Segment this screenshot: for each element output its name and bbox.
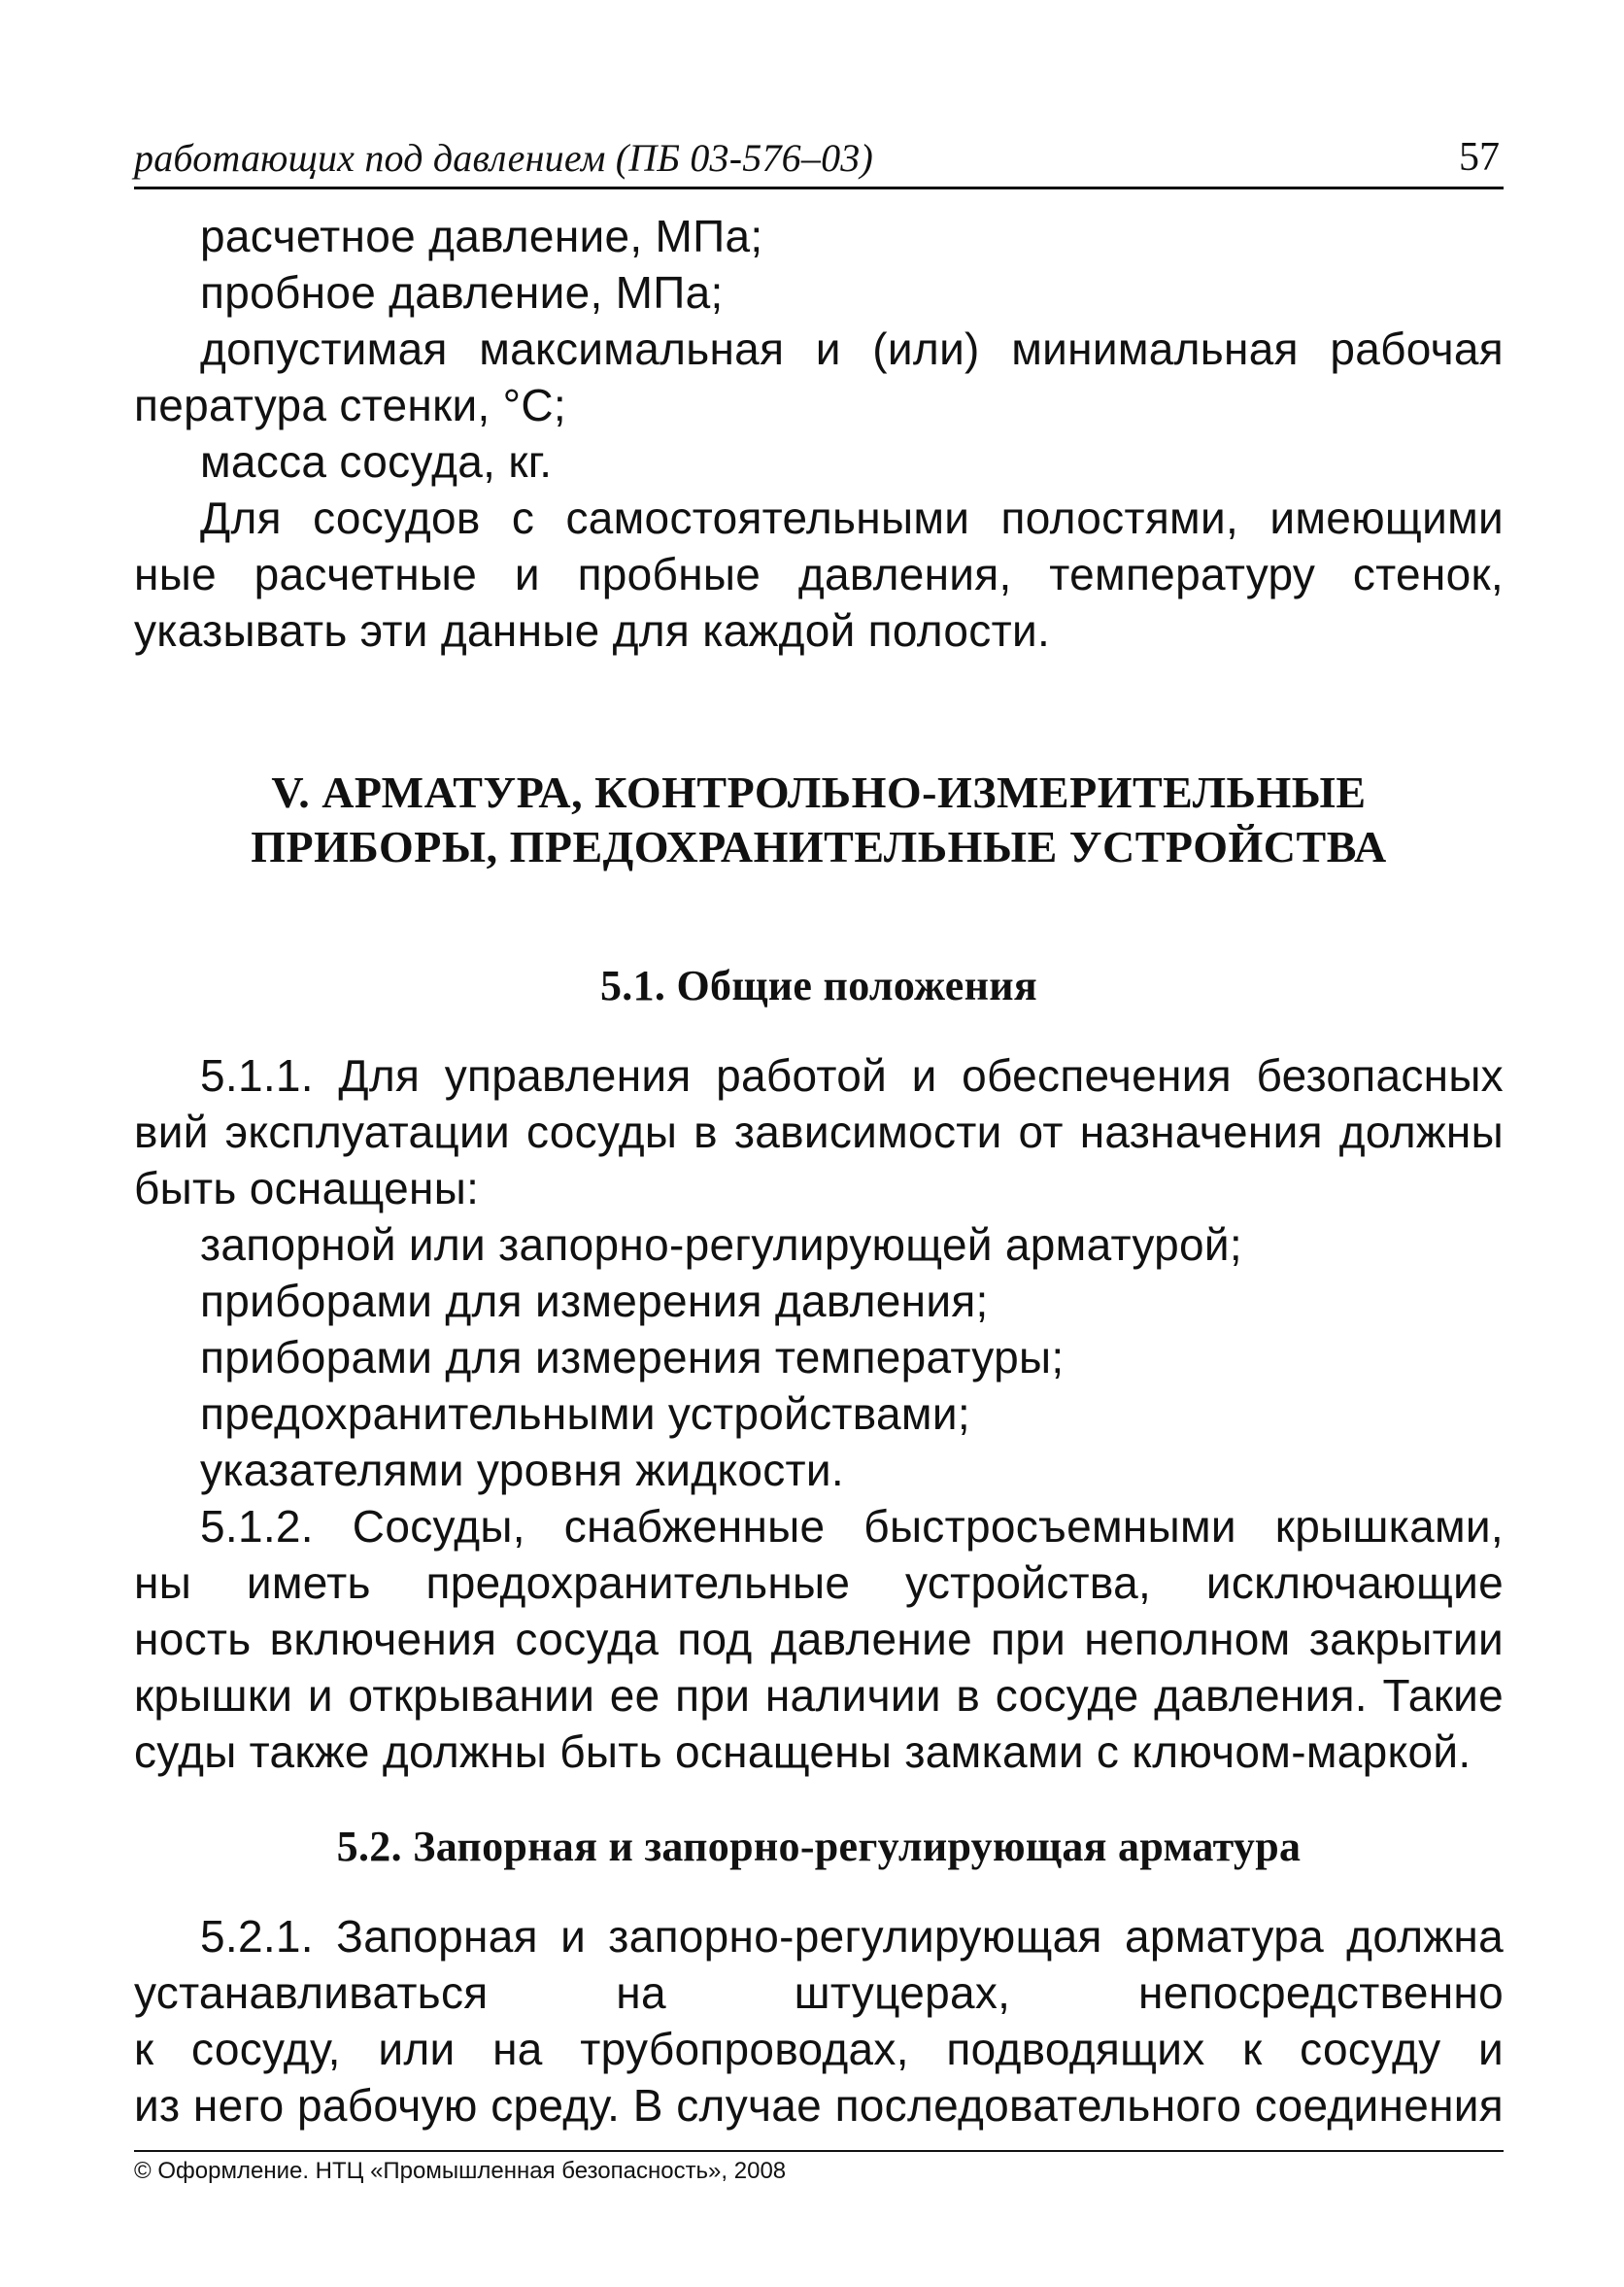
chapter-heading-line: V. АРМАТУРА, КОНТРОЛЬНО-ИЗМЕРИТЕЛЬНЫЕ bbox=[271, 768, 1367, 817]
paragraph-line: ные расчетные и пробные давления, температуру стенок, bbox=[134, 549, 1504, 599]
list-item: запорной или запорно-регулирующей арматурой; bbox=[200, 1219, 1242, 1270]
paragraph-line: 5.1.1. Для управления работой и обеспечения безопасных bbox=[200, 1050, 1504, 1101]
list-item: предохранительными устройствами; bbox=[200, 1388, 970, 1439]
list-item: масса сосуда, кг. bbox=[200, 436, 553, 487]
body-text bbox=[134, 208, 1504, 2133]
section-heading-5-2: 5.2. Запорная и запорно-регулирующая арматура bbox=[336, 1823, 1302, 1870]
running-header bbox=[134, 128, 1504, 189]
paragraph-line: 5.1.2. Сосуды, снабженные быстросъемными крышками, bbox=[200, 1501, 1504, 1552]
paragraph-line: к сосуду, или на трубопроводах, подводящих к сосуду и bbox=[134, 2024, 1504, 2074]
paragraph-line: крышки и открывании ее при наличии в сосуде давления. Такие bbox=[134, 1670, 1504, 1721]
paragraph-line: быть оснащены: bbox=[134, 1163, 480, 1213]
paragraph-line: суды также должны быть оснащены замками с ключом-маркой. bbox=[134, 1726, 1472, 1777]
text-line: пература стенки, °С; bbox=[134, 380, 566, 430]
list-item: указателями уровня жидкости. bbox=[200, 1445, 844, 1495]
paragraph-line: вий эксплуатации сосуды в зависимости от назначения должны bbox=[134, 1107, 1504, 1157]
paragraph-line: ность включения сосуда под давление при неполном закрытии bbox=[134, 1614, 1504, 1664]
paragraph-line: ны иметь предохранительные устройства, исключающие bbox=[134, 1557, 1504, 1608]
footer-divider bbox=[134, 2150, 1504, 2152]
paragraph-line: устанавливаться на штуцерах, непосредственно bbox=[134, 1967, 1504, 2018]
list-item: расчетное давление, МПа; bbox=[200, 211, 763, 261]
list-item: приборами для измерения температуры; bbox=[200, 1332, 1065, 1382]
list-item: допустимая максимальная и (или) минимальная рабочая bbox=[200, 324, 1504, 374]
chapter-heading bbox=[134, 766, 1504, 874]
running-title: работающих под давлением (ПБ 03-576–03) bbox=[134, 136, 873, 180]
paragraph-line: из него рабочую среду. В случае последовательного соединения bbox=[134, 2080, 1504, 2131]
paragraph-line: 5.2.1. Запорная и запорно-регулирующая арматура должна bbox=[200, 1911, 1504, 1962]
chapter-heading-line: ПРИБОРЫ, ПРЕДОХРАНИТЕЛЬНЫЕ УСТРОЙСТВА bbox=[251, 822, 1387, 871]
section-heading-5-1: 5.1. Общие положения bbox=[600, 962, 1037, 1009]
paragraph-line: указывать эти данные для каждой полости. bbox=[134, 605, 1051, 656]
footer-copyright: © Оформление. НТЦ «Промышленная безопасность», 2008 bbox=[134, 2158, 787, 2184]
list-item: приборами для измерения давления; bbox=[200, 1276, 989, 1326]
paragraph-line: Для сосудов с самостоятельными полостями, имеющими bbox=[200, 493, 1504, 543]
list-item: пробное давление, МПа; bbox=[200, 267, 724, 318]
page-number: 57 bbox=[1459, 135, 1500, 180]
